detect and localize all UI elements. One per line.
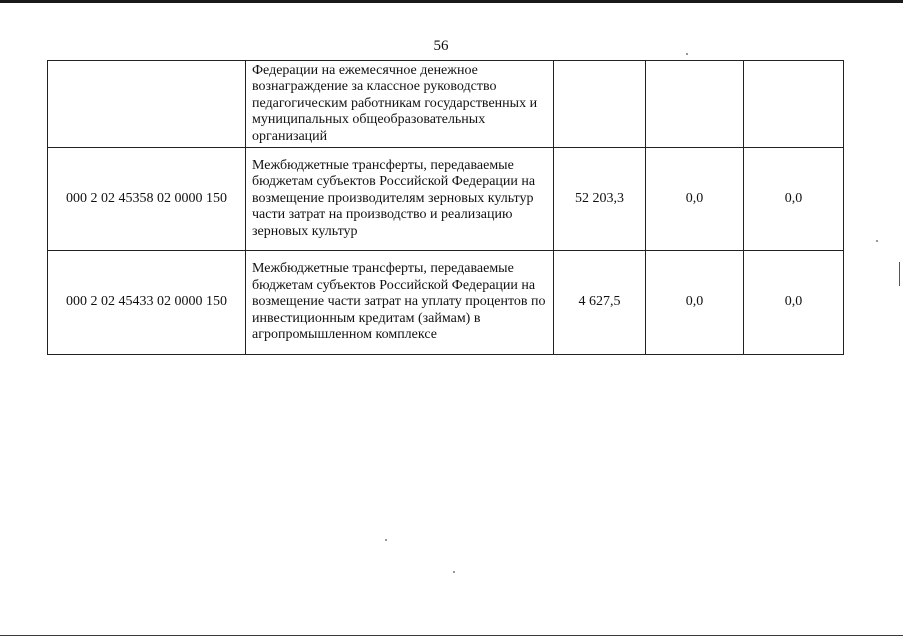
amount-cell: 0,0: [744, 148, 844, 251]
scan-speck: [453, 571, 455, 573]
budget-code-cell: [48, 61, 246, 148]
scan-speck: [686, 53, 688, 55]
description-text: Межбюджетные трансферты, передаваемые бюджетам субъектов Российской Федерации на возмещение производителям зерновых культур части затрат на производство и реализацию зерновых культур: [252, 157, 536, 239]
amount-cell: 4 627,5: [554, 251, 646, 355]
description-text: Федерации на ежемесячное денежное вознаграждение за классное руководство педагогическим работникам государственных и муниципальных общеобразовательных организаций: [252, 62, 538, 144]
amount-cell: [554, 61, 646, 148]
amount-cell: [744, 61, 844, 148]
description-cell: [246, 251, 554, 355]
amount-cell: 0,0: [646, 148, 744, 251]
scan-speck: [876, 240, 878, 242]
budget-code-cell: 000 2 02 45433 02 0000 150: [48, 251, 246, 355]
description-cell: [246, 61, 554, 148]
description-cell: [246, 148, 554, 251]
table-row: [48, 61, 844, 148]
scan-edge-mark: [899, 262, 900, 286]
amount-cell: 0,0: [646, 251, 744, 355]
budget-code-cell: 000 2 02 45358 02 0000 150: [48, 148, 246, 251]
bottom-border-line: [0, 635, 903, 636]
top-border-line: [0, 0, 903, 3]
amount-cell: 0,0: [744, 251, 844, 355]
amount-cell: [646, 61, 744, 148]
table-row: [48, 251, 844, 355]
scan-speck: [385, 539, 387, 541]
amount-cell: 52 203,3: [554, 148, 646, 251]
page-number: 56: [433, 38, 449, 54]
table-row: [48, 148, 844, 251]
description-text: Межбюджетные трансферты, передаваемые бюджетам субъектов Российской Федерации на возмещение части затрат на уплату процентов по инвестиционным кредитам (займам) в агропромышленном комплексе: [252, 261, 546, 343]
budget-table: [47, 60, 844, 355]
